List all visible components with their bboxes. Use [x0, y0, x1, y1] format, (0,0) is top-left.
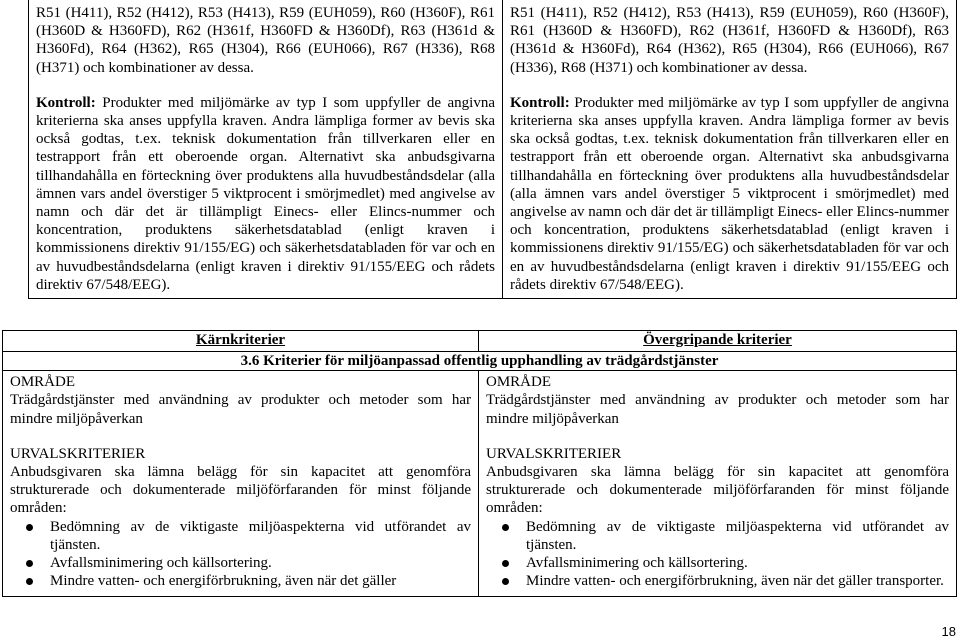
kontroll-text-right: Produkter med miljömärke av typ I som uppfyller de angivna kriterierna ska anses uppfylla kraven. Andra lämpliga former av bevis ska också godtas, t.ex. teknisk dokumentation från tillverkaren eller en testrapport från ett oberoende organ. Alternativt ska anbudsgivarna tillhandahålla en förteckning över produktens alla huvudbeståndsdelar (alla ämnen vars andel överstiger 5 viktprocent i smörjmedlet) med angivelse av namn och där det är tillämpligt Einecs- eller Elincs-nummer och koncentration, produktens säkerhetsdatablad (enligt kraven i kommissionens direktiv 91/155/EG) och säkerhetsdatabladen för var och en av huvudbeståndsdelarna (enligt kraven i direktiv 91/155/EEG och rådets direktiv 67/548/EEG). — [510, 94, 950, 293]
list-item: Avfallsminimering och källsortering. — [50, 554, 471, 572]
area-label-right: OMRÅDE — [486, 374, 552, 391]
bullet-list-left — [10, 518, 471, 591]
kontroll-label-right: Kontroll: — [510, 94, 570, 111]
list-item: Mindre vatten- och energiförbrukning, även när det gäller transporter. — [526, 572, 949, 590]
selection-text-right: Anbudsgivaren ska lämna belägg för sin kapacitet att genomföra strukturerade och dokumenterade miljöförfaranden för minst följande områden: — [486, 464, 949, 517]
selection-label-right: URVALSKRITERIER — [486, 445, 622, 462]
header-core-cell — [3, 331, 479, 352]
list-item: Bedömning av de viktigaste miljöaspekterna vid utförandet av tjänsten. — [526, 518, 949, 553]
risk-phrases-left: R51 (H411), R52 (H412), R53 (H413), R59 (EUH059), R60 (H360F), R61 (H360D & H360FD), R62 (H361f, H360FD & H360Df), R63 (H361d & H360Fd), R64 (H362), R65 (H304), R66 (EUH066), R67 (H336), R68 (H371) och kombinationer av dessa. — [36, 5, 495, 76]
selection-label-left: URVALSKRITERIER — [10, 445, 146, 462]
bottom-left-cell — [3, 371, 479, 597]
area-text-right: Trädgårdstjänster med användning av produkter och metoder som har mindre miljöpåverkan — [486, 392, 949, 427]
top-right-cell — [503, 0, 957, 299]
kontroll-paragraph-right — [510, 94, 949, 294]
comprehensive-criteria-header: Övergripande kriterier — [643, 332, 792, 348]
area-text-left: Trädgårdstjänster med användning av produkter och metoder som har mindre miljöpåverkan — [10, 392, 471, 427]
kontroll-label-left: Kontroll: — [36, 94, 96, 111]
top-left-cell — [29, 0, 503, 299]
bullet-list-right — [486, 518, 949, 591]
risk-phrases-right: R51 (H411), R52 (H412), R53 (H413), R59 (EUH059), R60 (H360F), R61 (H360D & H360FD), R62 (H361f, H360FD & H360Df), R63 (H361d & H360Fd), R64 (H362), R65 (H304), R66 (EUH066), R67 (H336), R68 (H371) och kombinationer av dessa. — [510, 5, 949, 76]
bottom-criteria-table — [2, 330, 957, 597]
bottom-right-cell — [479, 371, 957, 597]
list-item: Avfallsminimering och källsortering. — [526, 554, 949, 572]
kontroll-paragraph-left — [36, 94, 495, 294]
kontroll-text-left: Produkter med miljömärke av typ I som uppfyller de angivna kriterierna ska anses uppfylla kraven. Andra lämpliga former av bevis ska också godtas, t.ex. teknisk dokumentation från tillverkaren eller en testrapport från ett oberoende organ. Alternativt ska anbudsgivarna tillhandahålla en förteckning över produktens alla huvudbeståndsdelar (alla ämnen vars andel överstiger 5 viktprocent i smörjmedlet) med angivelse av namn och där det är tillämpligt Einecs- eller Elincs-nummer och koncentration, produktens säkerhetsdatablad (enligt kraven i kommissionens direktiv 91/155/EG) och säkerhetsdatabladen för var och en av huvudbeståndsdelarna (enligt kraven i direktiv 91/155/EEG och rådets direktiv 67/548/EEG). — [36, 94, 495, 293]
section-title: 3.6 Kriterier för miljöanpassad offentlig upphandling av trädgårdstjänster — [240, 353, 719, 369]
selection-text-left: Anbudsgivaren ska lämna belägg för sin kapacitet att genomföra strukturerade och dokumenterade miljöförfaranden för minst följande områden: — [10, 464, 471, 517]
area-label-left: OMRÅDE — [10, 374, 76, 391]
top-criteria-table — [28, 0, 957, 299]
page-number: 18 — [941, 623, 956, 639]
core-criteria-header: Kärnkriterier — [195, 332, 286, 348]
header-comprehensive-cell — [479, 331, 957, 352]
section-title-cell — [3, 352, 957, 371]
list-item: Bedömning av de viktigaste miljöaspekterna vid utförandet av tjänsten. — [50, 518, 471, 553]
list-item: Mindre vatten- och energiförbrukning, även när det gäller — [50, 572, 471, 590]
